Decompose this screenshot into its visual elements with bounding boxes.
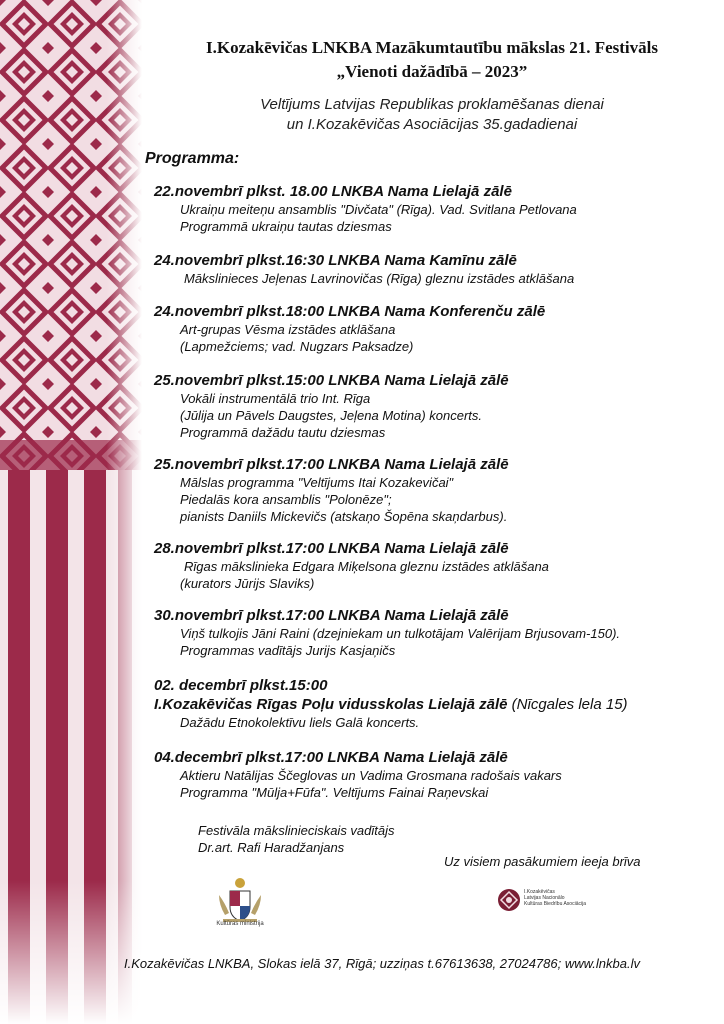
event-block [154, 302, 714, 355]
venue-address: (Nīcgales lela 15) [507, 696, 628, 713]
artistic-director [198, 822, 395, 856]
event-detail: pianists Daniils Mickevičs (atskaņo Šopēna skaņdarbus). [180, 509, 508, 524]
event-detail: Piedalās kora ansamblis "Polonēze"; [180, 492, 392, 507]
event-block [154, 251, 714, 287]
venue-name: I.Kozakēvičas Rīgas Poļu vidusskolas Lielajā zālē [154, 696, 508, 713]
association-name-line: Latvijas Nacionālo [524, 895, 565, 901]
event-heading: 02. decembrī plkst.15:00 [154, 677, 328, 694]
decorative-ribbon [0, 0, 142, 1024]
dedication-line-2: un I.Kozakēvičas Asociācijas 35.gadadienai [286, 116, 578, 133]
event-detail: Vokāli instrumentālā trio Int. Rīga [180, 391, 371, 406]
event-heading: 25.novembrī plkst.15:00 LNKBA Nama Lielajā zālē [154, 372, 509, 389]
event-heading: 25.novembrī plkst.17:00 LNKBA Nama Lielajā zālē [154, 456, 509, 473]
event-detail: Mākslinieces Jeļenas Lavrinovičas (Rīga) gleznu izstādes atklāšana [184, 271, 575, 286]
event-detail: Dažādu Etnokolektīvu liels Galā koncerts. [180, 715, 420, 730]
free-entry-note: Uz visiem pasākumiem ieeja brīva [444, 854, 641, 869]
event-block [154, 455, 714, 525]
director-name: Dr.art. Rafi Haradžanjans [198, 840, 345, 855]
association-logo-icon [497, 888, 521, 912]
event-heading: 04.decembrī plkst.17:00 LNKBA Nama Lielajā zālē [154, 749, 508, 766]
event-detail: Aktieru Natālijas Ščeglovas un Vadima Grosmana radošais vakars [180, 768, 562, 783]
event-detail: Rīgas mākslinieka Edgara Miķelsona gleznu izstādes atklāšana [184, 559, 549, 574]
program-heading: Programma: [145, 150, 240, 167]
event-detail: Programma "Mūlja+Fūfa". Veltījums Fainai Raņevskai [180, 785, 489, 800]
event-block [154, 606, 714, 659]
event-detail: (kurators Jūrijs Slaviks) [180, 576, 315, 591]
event-detail: Programmā ukraiņu tautas dziesmas [180, 219, 392, 234]
event-detail: Programmas vadītājs Jurijs Kasjaņičs [180, 643, 396, 658]
event-heading: 24.novembrī plkst.18:00 LNKBA Nama Konferenču zālē [154, 303, 546, 320]
event-block [154, 539, 714, 592]
event-heading: 30.novembrī plkst.17:00 LNKBA Nama Lielajā zālē [154, 607, 509, 624]
event-detail: Mālslas programma "Veltījums Itai Kozakevičai" [180, 475, 454, 490]
event-detail: Art-grupas Vēsma izstādes atklāšana [180, 322, 396, 337]
event-detail: Programmā dažādu tautu dziesmas [180, 425, 386, 440]
event-heading: 22.novembrī plkst. 18.00 LNKBA Nama Lielajā zālē [154, 183, 512, 200]
event-detail: Viņš tulkojis Jāni Raini (dzejniekam un tulkotājam Valērijam Brjusovam-150). [180, 626, 621, 641]
event-detail: Ukraiņu meiteņu ansamblis "Divčata" (Rīga). Vad. Svitlana Petlovana [180, 202, 577, 217]
event-block [154, 748, 714, 801]
event-block [154, 371, 714, 441]
event-venue [154, 695, 714, 714]
festival-title: I.Kozakēvičas LNKBA Mazākumtautību mākslas 21. Festivāls [206, 38, 658, 57]
festival-motto: „Vienoti dažādībā – 2023” [336, 62, 528, 81]
event-block [154, 676, 714, 731]
association-name-line: Kultūras Biedrību Asociācija [524, 901, 586, 907]
association-logo-text [524, 889, 586, 907]
event-block [154, 182, 714, 235]
association-name-line: I.Kozakēvičas [524, 889, 555, 895]
event-detail: (Jūlija un Pāvels Daugstes, Jeļena Motina) koncerts. [180, 408, 483, 423]
contact-footer: I.Kozakēvičas LNKBA, Slokas ielā 37, Rīgā; uzziņas t.67613638, 27024786; www.lnkba.lv [124, 956, 640, 971]
director-role: Festivāla mākslinieciskais vadītājs [198, 823, 395, 838]
dedication-line-1: Veltījums Latvijas Republikas proklamēšanas dienai [260, 96, 604, 113]
ministry-caption: Kultūras ministrija [216, 921, 264, 927]
event-detail: (Lapmežciems; vad. Nugzars Paksadze) [180, 339, 414, 354]
event-heading: 28.novembrī plkst.17:00 LNKBA Nama Lielajā zālē [154, 540, 509, 557]
event-heading: 24.novembrī plkst.16:30 LNKBA Nama Kamīnu zālē [154, 252, 517, 269]
